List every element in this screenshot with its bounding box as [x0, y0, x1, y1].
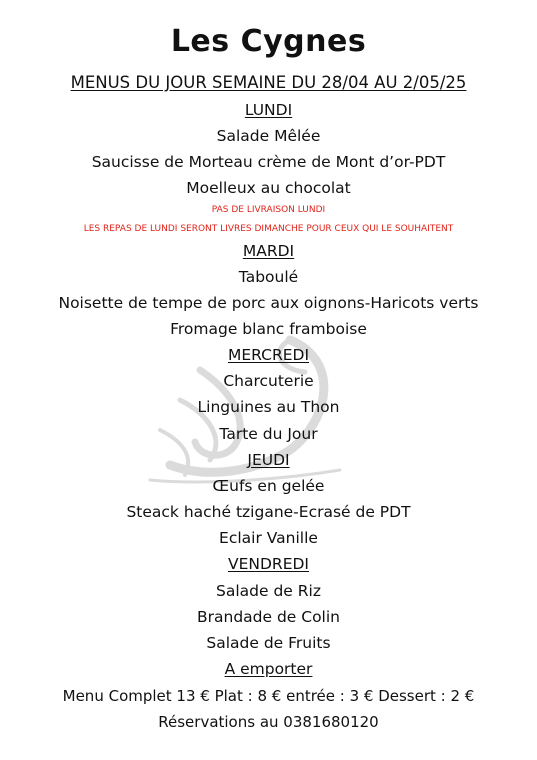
dish-item: Eclair Vanille [219, 529, 318, 547]
dish-item: Brandade de Colin [196, 608, 340, 626]
dish-item: Salade de Fruits [206, 634, 331, 652]
dish-item: Salade Mêlée [216, 127, 321, 145]
dish-item: Noisette de tempe de porc aux oignons-Haricots verts [58, 294, 479, 312]
price-list: Menu Complet 13 € Plat : 8 € entrée : 3 € Dessert : 2 € [62, 687, 475, 705]
week-menu-heading: MENUS DU JOUR SEMAINE DU 28/04 AU 2/05/25 [70, 73, 467, 92]
reservation-phone: Réservations au 0381680120 [158, 713, 379, 731]
dish-item: Fromage blanc framboise [170, 320, 367, 338]
day-heading-jeudi: JEUDI [247, 451, 290, 469]
restaurant-title: Les Cygnes [170, 24, 367, 59]
dish-item: Linguines au Thon [197, 398, 340, 416]
delivery-notice: LES REPAS DE LUNDI SERONT LIVRES DIMANCHE POUR CEUX QUI LE SOUHAITENT [83, 224, 454, 234]
dish-item: Moelleux au chocolat [186, 179, 351, 197]
delivery-notice: PAS DE LIVRAISON LUNDI [211, 205, 326, 215]
day-heading-mardi: MARDI [242, 242, 295, 260]
day-heading-lundi: LUNDI [244, 101, 293, 119]
dish-item: Tarte du Jour [219, 425, 318, 443]
takeaway-heading: A emporter [224, 660, 313, 678]
dish-item: Charcuterie [223, 372, 314, 390]
dish-item: Œufs en gelée [212, 477, 325, 495]
dish-item: Salade de Riz [216, 582, 321, 600]
dish-item: Steack haché tzigane-Ecrasé de PDT [126, 503, 411, 521]
dish-item: Saucisse de Morteau crème de Mont d’or-PDT [91, 153, 446, 171]
day-heading-mercredi: MERCREDI [227, 346, 310, 364]
dish-item: Taboulé [238, 268, 299, 286]
day-heading-vendredi: VENDREDI [228, 555, 309, 573]
